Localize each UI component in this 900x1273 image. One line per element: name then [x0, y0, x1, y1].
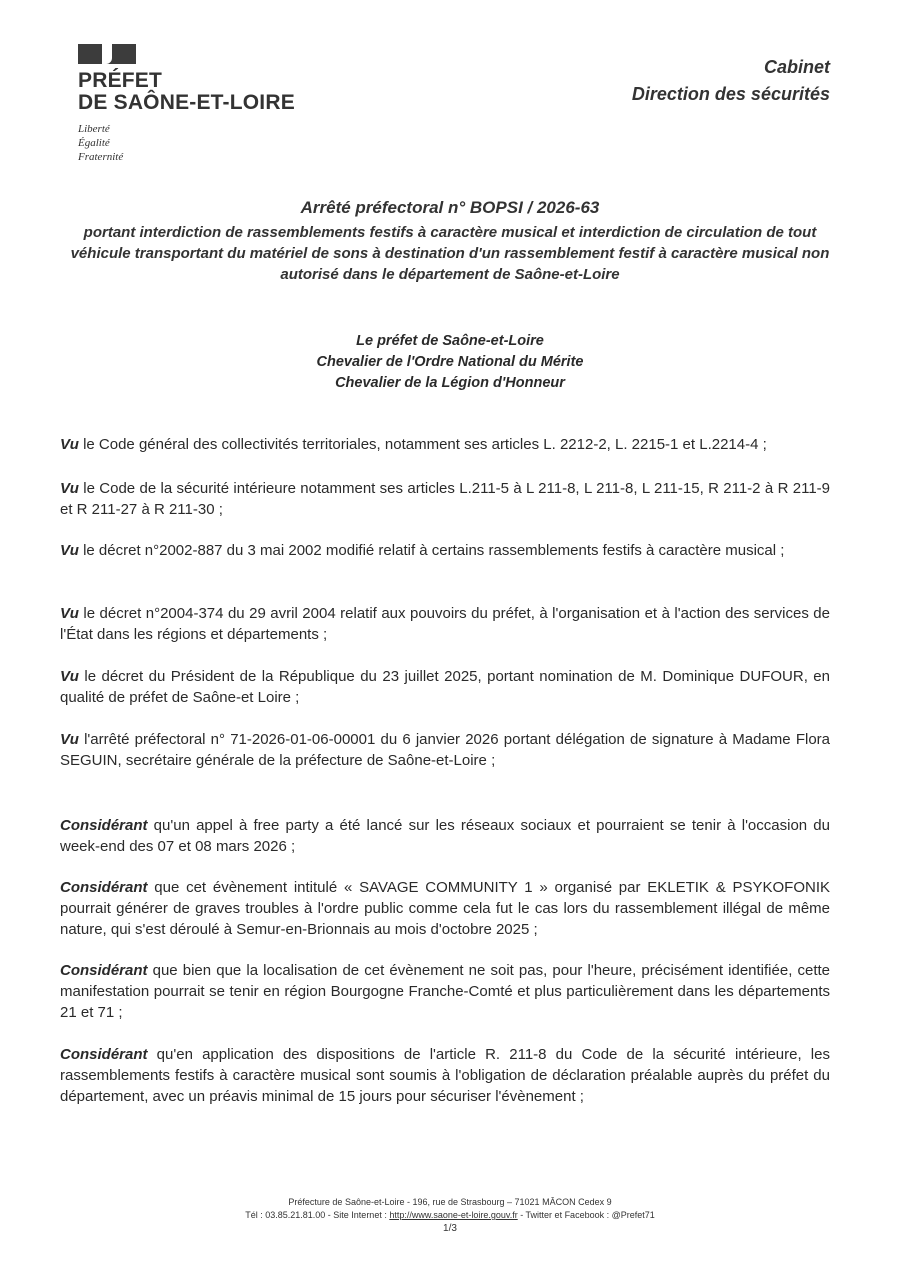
paragraph-lead: Considérant	[60, 1046, 148, 1063]
considerant-paragraph	[60, 1044, 830, 1107]
authority-line: Chevalier de la Légion d'Honneur	[335, 375, 565, 391]
motto	[78, 122, 295, 164]
considerant-paragraph	[60, 877, 830, 940]
footer-social: - Twitter et Facebook : @Prefet71	[517, 1210, 655, 1220]
paragraph-text: le Code général des collectivités territoriales, notamment ses articles L. 2212-2, L. 2215-1 et L.2214-4 ;	[78, 436, 767, 453]
document-subtitle: portant interdiction de rassemblements festifs à caractère musical et interdiction de circulation de tout véhicule transportant du matériel de sons à destination d'un rassemblement festif à caractère musical non autorisé dans le département de Saône-et-Loire	[70, 224, 830, 283]
paragraph-lead: Vu	[60, 542, 79, 559]
paragraph-lead: Considérant	[60, 962, 148, 979]
authority-line: Le préfet de Saône-et-Loire	[356, 333, 544, 349]
paragraph-lead: Vu	[60, 731, 79, 748]
visa-paragraph	[60, 603, 830, 645]
considerant-paragraph	[60, 960, 830, 1023]
paragraph-lead: Considérant	[60, 817, 148, 834]
service-line1: Cabinet	[763, 57, 830, 77]
paragraph-text: que bien que la localisation de cet évènement ne soit pas, pour l'heure, précisément identifiée, cette manifestation pourrait se tenir en région Bourgogne Franche-Comté et plus particulièrement dans les départements 21 et 71 ;	[60, 962, 830, 1021]
visa-paragraph	[60, 434, 830, 455]
motto-line: Égalité	[78, 137, 110, 149]
visa-paragraph	[60, 666, 830, 708]
paragraph-text: le décret n°2002-887 du 3 mai 2002 modifié relatif à certains rassemblements festifs à caractère musical ;	[78, 542, 785, 559]
issuer-name	[78, 70, 295, 114]
motto-line: Liberté	[78, 123, 110, 135]
paragraph-text: le décret n°2004-374 du 29 avril 2004 relatif aux pouvoirs du préfet, à l'organisation et à l'action des services de l'État dans les régions et départements ;	[60, 605, 830, 643]
paragraph-lead: Considérant	[60, 879, 148, 896]
footer-address: Préfecture de Saône-et-Loire - 196, rue de Strasbourg – 71021 MÂCON Cedex 9	[288, 1197, 612, 1207]
paragraph-text: le décret du Président de la République du 23 juillet 2025, portant nomination de M. Dominique DUFOUR, en qualité de préfet de Saône-et Loire ;	[60, 668, 830, 706]
marianne-logo-icon	[78, 44, 136, 64]
page-footer	[150, 1196, 750, 1235]
website-link[interactable]: http://www.saone-et-loire.gouv.fr	[389, 1210, 518, 1220]
paragraph-lead: Vu	[60, 668, 79, 685]
paragraph-text: qu'un appel à free party a été lancé sur les réseaux sociaux et pourraient se tenir à l'occasion du week-end des 07 et 08 mars 2026 ;	[60, 817, 830, 855]
issuer-line1: PRÉFET	[78, 69, 163, 92]
footer-phone: Tél : 03.85.21.81.00 - Site Internet :	[245, 1210, 390, 1220]
service-header	[632, 54, 830, 108]
paragraph-text: qu'en application des dispositions de l'article R. 211-8 du Code de la sécurité intérieure, les rassemblements festifs à caractère musical sont soumis à l'obligation de déclaration préalable auprès du préfet du département, avec un préavis minimal de 15 jours pour sécuriser l'évènement ;	[60, 1046, 830, 1105]
footer-contact	[150, 1209, 750, 1222]
visa-paragraph	[60, 729, 830, 771]
considerant-paragraph	[60, 815, 830, 857]
issuer-line2: DE SAÔNE-ET-LOIRE	[78, 91, 295, 114]
page-number: 1/3	[443, 1223, 457, 1234]
paragraph-text: le Code de la sécurité intérieure notamment ses articles L.211-5 à L 211-8, L 211-8, L 211-15, R 211-2 à R 211-9 et R 211-27 à R 211-30 ;	[60, 480, 830, 518]
paragraph-lead: Vu	[60, 605, 79, 622]
paragraph-lead: Vu	[60, 436, 79, 453]
paragraph-lead: Vu	[60, 480, 79, 497]
visa-paragraph	[60, 540, 830, 561]
paragraph-text: l'arrêté préfectoral n° 71-2026-01-06-00001 du 6 janvier 2026 portant délégation de signature à Madame Flora SEGUIN, secrétaire générale de la préfecture de Saône-et-Loire ;	[60, 731, 830, 769]
document-title: Arrêté préfectoral n° BOPSI / 2026-63	[300, 198, 600, 217]
paragraph-text: que cet évènement intitulé « SAVAGE COMMUNITY 1 » organisé par EKLETIK & PSYKOFONIK pourrait générer de graves troubles à l'ordre public comme cela fut le cas lors du rassemblement illégal de même nature, qui s'est déroulé à Semur-en-Brionnais au mois d'octobre 2025 ;	[60, 879, 830, 938]
visa-paragraph	[60, 478, 830, 520]
authority-block	[60, 331, 840, 394]
motto-line: Fraternité	[78, 151, 124, 163]
authority-line: Chevalier de l'Ordre National du Mérite	[316, 354, 584, 370]
service-line2: Direction des sécurités	[631, 84, 830, 104]
prefecture-logo	[78, 44, 295, 164]
